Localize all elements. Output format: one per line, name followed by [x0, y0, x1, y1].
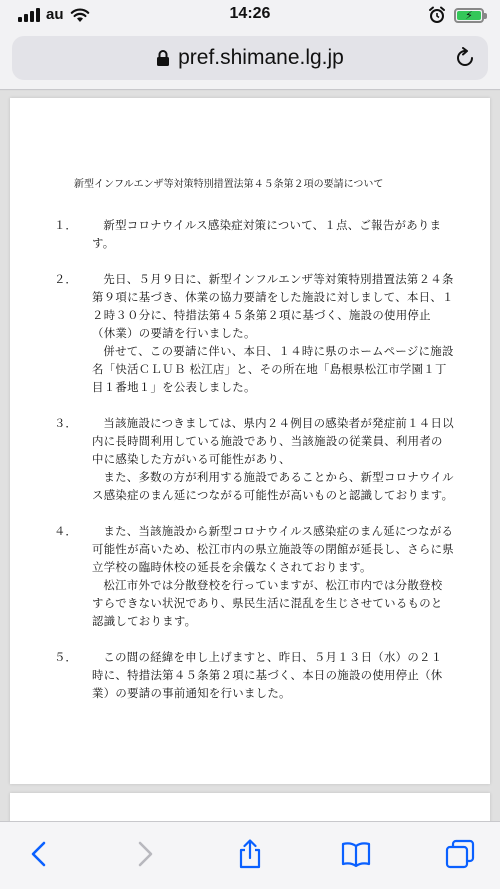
item-paragraph: 先日、５月９日に、新型インフルエンザ等対策特別措置法第２４条第９項に基づき、休業の協力要請をした施設に対しまして、本日、１２時３０分に、特措法第４５条第２項に基づく、施設の使用停止（休業）の要請を行いました。: [92, 272, 454, 340]
status-bar: [0, 0, 500, 30]
document-item: [54, 216, 454, 252]
item-paragraph: 併せて、この要請に伴い、本日、１４時に県のホームページに施設名「快活ＣＬＵＢ 松江店」と、その所在地「島根県松江市学園１丁目１番地１」を公表しました。: [92, 344, 454, 394]
tabs-icon: [444, 838, 476, 870]
bookmarks-button[interactable]: [338, 836, 374, 872]
item-number: ４．: [54, 524, 77, 538]
document-page-next: [10, 793, 490, 821]
item-text: [92, 522, 454, 630]
back-button[interactable]: [22, 836, 58, 872]
bottom-toolbar: [0, 821, 500, 889]
document-item: [54, 648, 454, 702]
item-text: [92, 270, 454, 396]
item-paragraph: また、多数の方が利用する施設であることから、新型コロナウイルス感染症のまん延につながる可能性が高いものと認識しております。: [92, 470, 454, 502]
address-bar-content: [12, 36, 488, 80]
reload-icon[interactable]: [454, 47, 476, 69]
document-page: [10, 98, 490, 784]
share-icon: [234, 838, 266, 870]
item-text: [92, 648, 454, 702]
forward-icon: [128, 838, 160, 870]
item-paragraph: 当該施設につきましては、県内２４例目の感染者が発症前１４日以内に長時間利用している施設であり、当該施設の従業員、利用者の中に感染した方がいる可能性があり、: [92, 416, 454, 466]
status-right: [428, 6, 484, 24]
document-item: [54, 414, 454, 504]
item-paragraph: 松江市外では分散登校を行っていますが、松江市内では分散登校すらできない状況であり、県民生活に混乱を生じさせているものと認識しております。: [92, 578, 443, 628]
carrier-name: au: [46, 6, 64, 23]
share-button[interactable]: [232, 836, 268, 872]
item-number: ５．: [54, 650, 77, 664]
lock-icon: [156, 49, 170, 67]
item-paragraph: また、当該施設から新型コロナウイルス感染症のまん延につながる可能性が高いため、松江市内の県立施設等の閉館が延長し、さらに県立学校の臨時休校の延長を余儀なくされております。: [92, 524, 454, 574]
tabs-button[interactable]: [442, 836, 478, 872]
forward-button[interactable]: [126, 836, 162, 872]
item-number: ３．: [54, 416, 77, 430]
back-icon: [24, 838, 56, 870]
address-bar-area: [0, 30, 500, 90]
item-number: ２．: [54, 272, 77, 286]
document-body: [54, 216, 454, 720]
url-text[interactable]: pref.shimane.lg.jp: [178, 46, 344, 69]
document-title: 新型インフルエンザ等対策特別措置法第４５条第２項の要請について: [74, 179, 384, 190]
item-paragraph: この間の経緯を申し上げますと、昨日、５月１３日（水）の２１時に、特措法第４５条第２項に基づく、本日の施設の使用停止（休業）の要請の事前通知を行いました。: [92, 650, 443, 700]
battery-icon: ⚡: [454, 8, 484, 23]
document-item: [54, 270, 454, 396]
item-text: [92, 414, 454, 504]
item-text: [92, 216, 454, 252]
bookmarks-icon: [340, 838, 372, 870]
alarm-icon: [428, 6, 446, 24]
item-number: １．: [54, 218, 77, 232]
item-paragraph: 新型コロナウイルス感染症対策について、１点、ご報告があります。: [92, 218, 442, 250]
status-time: 14:26: [229, 5, 271, 22]
document-item: [54, 522, 454, 630]
web-content[interactable]: [0, 91, 500, 821]
address-bar[interactable]: [12, 36, 488, 80]
